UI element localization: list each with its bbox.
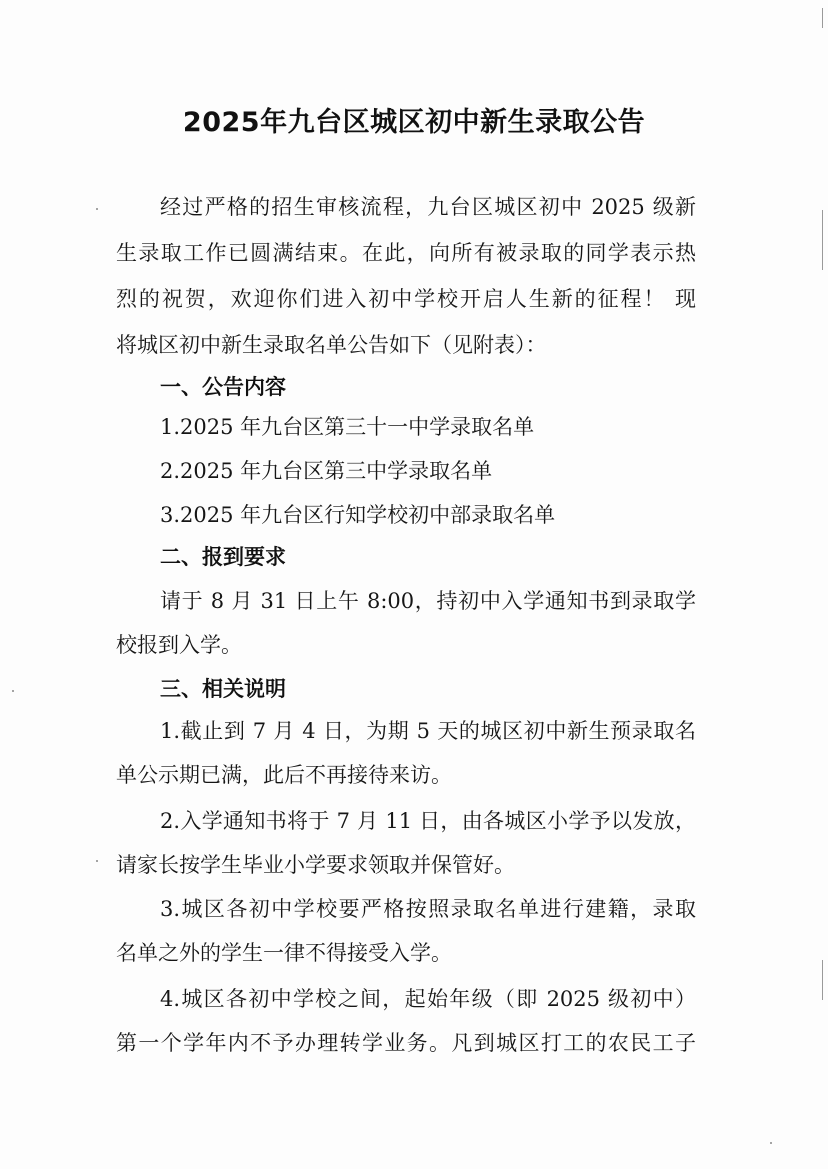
- scan-speck: [96, 860, 98, 862]
- section-heading-registration: 二、报到要求: [160, 545, 286, 569]
- scan-speck: [96, 208, 98, 210]
- section-heading-announcement: 一、公告内容: [160, 375, 286, 399]
- scan-edge-mark: [822, 210, 823, 270]
- scan-speck: [770, 1142, 772, 1144]
- registration-line-2: 校报到入学。: [116, 633, 242, 657]
- scan-edge-mark: [822, 960, 823, 1000]
- list-item: 2.2025 年九台区第三中学录取名单: [160, 459, 493, 483]
- note-1-line-1: 1.截止到 7 月 4 日，为期 5 天的城区初中新生预录取名: [160, 719, 696, 743]
- note-4-line-2: 第一个学年内不予办理转学业务。凡到城区打工的农民工子: [116, 1031, 696, 1055]
- intro-line-1: 经过严格的招生审核流程，九台区城区初中 2025 级新: [160, 195, 696, 219]
- list-item: 1.2025 年九台区第三十一中学录取名单: [160, 415, 535, 439]
- note-2-line-2: 请家长按学生毕业小学要求领取并保管好。: [116, 853, 515, 877]
- note-3-line-1: 3.城区各初中学校要严格按照录取名单进行建籍，录取: [160, 897, 696, 921]
- scan-speck: [12, 690, 14, 692]
- document-title: 2025年九台区城区初中新生录取公告: [182, 107, 646, 138]
- registration-line-1: 请于 8 月 31 日上午 8:00，持初中入学通知书到录取学: [160, 589, 696, 613]
- list-item: 3.2025 年九台区行知学校初中部录取名单: [160, 503, 556, 527]
- note-2-line-1: 2.入学通知书将于 7 月 11 日，由各城区小学予以发放，: [160, 809, 696, 833]
- intro-line-2: 生录取工作已圆满结束。在此，向所有被录取的同学表示热: [116, 241, 696, 265]
- scan-edge-mark: [822, 8, 823, 28]
- note-4-line-1: 4.城区各初中学校之间，起始年级（即 2025 级初中）: [160, 987, 696, 1011]
- section-heading-notes: 三、相关说明: [160, 677, 286, 701]
- note-3-line-2: 名单之外的学生一律不得接受入学。: [116, 941, 452, 965]
- intro-line-4: 将城区初中新生录取名单公告如下（见附表）：: [116, 333, 547, 357]
- note-1-line-2: 单公示期已满，此后不再接待来访。: [116, 763, 452, 787]
- intro-line-3: 烈的祝贺，欢迎你们进入初中学校开启人生新的征程！ 现: [116, 287, 696, 311]
